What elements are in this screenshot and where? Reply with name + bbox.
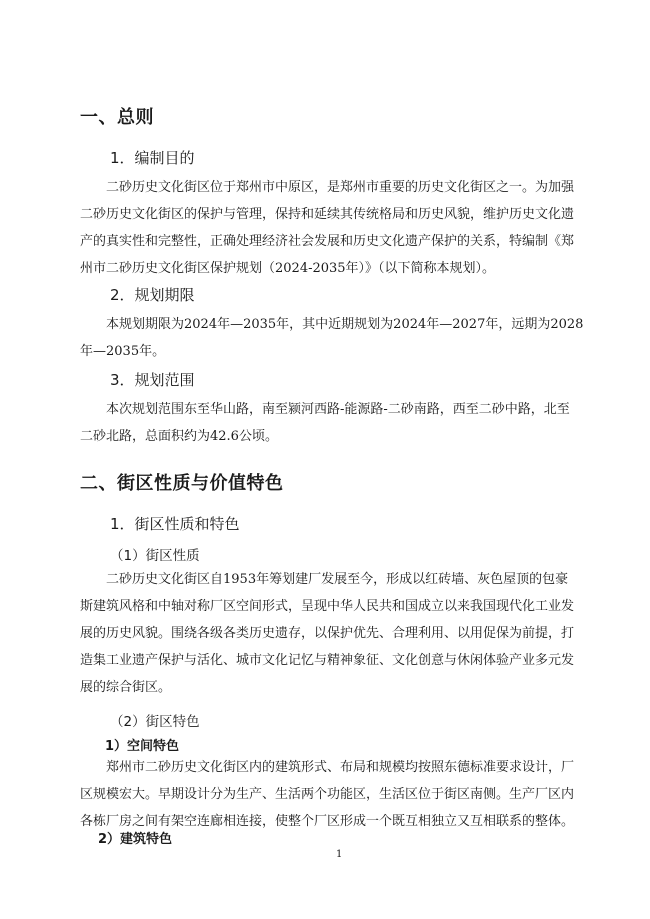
section-2-1-heading: 1．街区性质和特色 [110, 515, 240, 533]
page-number: 1 [336, 849, 343, 860]
space-feature-heading: 1）空间特色 [105, 739, 180, 754]
paragraph-line: 展的历史风貌。围绕各级各类历史遗存，以保护优先、合理利用、以用促保为前提，打 [80, 626, 575, 641]
section-1-heading: 一、总则 [80, 107, 154, 128]
paragraph-line: 区规模宏大。早期设计分为生产、生活两个功能区，生活区位于街区南侧。生产厂区内 [80, 787, 575, 802]
paragraph-line: 斯建筑风格和中轴对称厂区空间形式，呈现中华人民共和国成立以来我国现代化工业发 [80, 599, 575, 614]
paragraph-line: 产的真实性和完整性，正确处理经济社会发展和历史文化遗产保护的关系，特编制《郑 [80, 234, 575, 249]
section-2-1-1-heading: （1）街区性质 [110, 548, 200, 564]
section-1-1-heading: 1．编制目的 [110, 149, 195, 167]
paragraph-line: 造集工业遗产保护与活化、城市文化记忆与精神象征、文化创意与休闲体验产业多元发 [80, 653, 575, 668]
architecture-feature-heading: 2）建筑特色 [98, 832, 173, 847]
section-2-heading: 二、街区性质与价值特色 [80, 473, 284, 494]
section-1-2-paragraph [80, 311, 584, 365]
section-1-3-heading: 3．规划范围 [110, 371, 195, 389]
section-1-1-paragraph [80, 174, 575, 282]
section-2-1-2-heading: （2）街区特色 [110, 714, 200, 730]
paragraph-line: 二砂历史文化街区自1953年筹划建厂发展至今，形成以红砖墙、灰色屋顶的包豪 [80, 572, 569, 587]
paragraph-line: 各栋厂房之间有架空连廊相连接，使整个厂区形成一个既互相独立又互相联系的整体。 [80, 814, 575, 829]
paragraph-line: 本规划期限为2024年—2035年，其中近期规划为2024年—2027年，远期为2028 [80, 317, 584, 332]
paragraph-line: 二砂历史文化街区的保护与管理，保持和延续其传统格局和历史风貌，维护历史文化遗 [80, 207, 575, 222]
section-1-3-paragraph [80, 396, 570, 450]
paragraph-line: 年—2035年。 [80, 344, 166, 359]
paragraph-line: 二砂北路，总面积约为42.6公顷。 [80, 429, 278, 444]
space-feature-paragraph [80, 754, 575, 835]
section-1-2-heading: 2．规划期限 [110, 286, 195, 304]
section-2-1-1-paragraph [80, 566, 575, 701]
paragraph-line: 州市二砂历史文化街区保护规划（2024-2035年）》（以下简称本规划）。 [80, 261, 496, 276]
paragraph-line: 郑州市二砂历史文化街区内的建筑形式、布局和规模均按照东德标准要求设计，厂 [80, 760, 575, 775]
paragraph-line: 展的综合街区。 [80, 680, 172, 695]
paragraph-line: 本次规划范围东至华山路，南至颍河西路-能源路-二砂南路，西至二砂中路，北至 [80, 402, 570, 417]
paragraph-line: 二砂历史文化街区位于郑州市中原区，是郑州市重要的历史文化街区之一。为加强 [80, 180, 575, 195]
